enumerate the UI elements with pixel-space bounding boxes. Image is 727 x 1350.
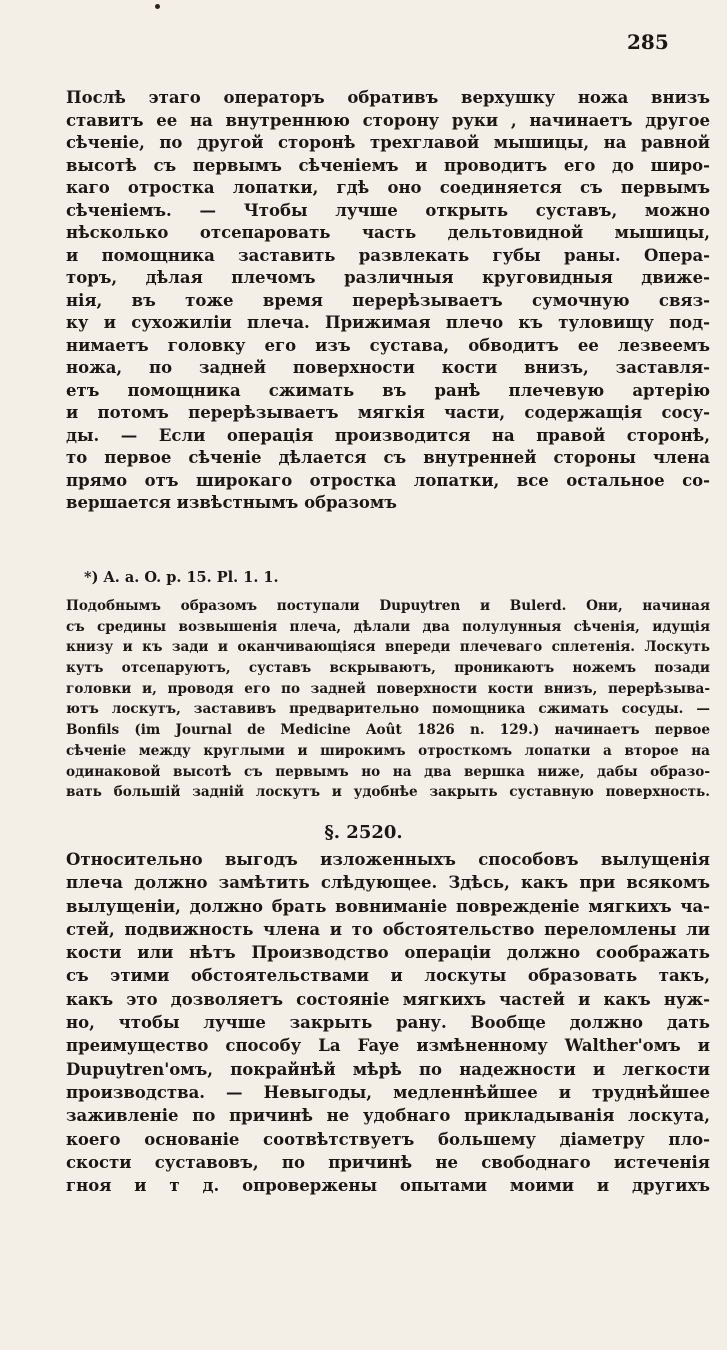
text-line: заживленіе по причинѣ не удобнаго прикладыванія лоскута, <box>66 1106 710 1126</box>
text-line: какъ это дозволяетъ состояніе мягкихъ частей и какъ нуж- <box>66 989 710 1009</box>
text-line: плеча должно замѣтить слѣдующее. Здѣсь, какъ при всякомъ <box>66 873 710 893</box>
text-line: и помощника заставить развлекать губы раны. Опера- <box>66 245 710 265</box>
footnote-reference: *) A. a. O. p. 15. Pl. 1. 1. <box>84 569 279 586</box>
note-line: книзу и къ зади и оканчивающіяся впереди плечеваго сплетенія. Лоскуть <box>66 639 710 656</box>
text-line: ды. — Если операція производится на правой сторонѣ, <box>66 425 710 445</box>
text-line: коего основаніе соотвѣтствуетъ большему діаметру пло- <box>66 1129 710 1149</box>
note-line: ютъ лоскутъ, заставивъ предварительно помощника сжимать сосуды. — <box>66 701 710 718</box>
section-heading: §. 2520. <box>324 822 403 843</box>
text-line: съ этими обстоятельствами и лоскуты образовать такъ, <box>66 966 710 986</box>
note-line: Подобнымъ образомъ поступали Dupuytren и Bulerd. Они, начиная <box>66 598 710 614</box>
text-line: производства. — Невыгоды, медленнѣйшее и труднѣйшее <box>66 1082 710 1102</box>
text-line: преимущество способу La Faye измѣненному Walther'омъ и <box>66 1036 710 1056</box>
text-line: и потомъ перерѣзываетъ мягкія части, содержащія сосу- <box>66 403 710 422</box>
text-line: но, чтобы лучше закрыть рану. Вообще должно дать <box>66 1013 710 1033</box>
text-line: каго отростка лопатки, гдѣ оно соединяется съ первымъ <box>66 178 710 197</box>
body-paragraph-2 <box>66 848 710 1197</box>
note-line: головки и, проводя его по задней поверхности кости внизъ, перерѣзыва- <box>66 680 710 697</box>
text-line: ножа, по задней поверхности кости внизъ, заставля- <box>66 358 710 377</box>
text-line: скости суставовъ, по причинѣ не свободнаго истеченія <box>66 1152 710 1172</box>
page-number: 285 <box>627 30 669 54</box>
note-line: съ средины возвышенія плеча, дѣлали два полулунныя сѣченія, идущія <box>66 618 710 635</box>
text-line: сѣченіемъ. — Чтобы лучше открыть суставъ, можно <box>66 200 710 220</box>
note-line: сѣченіе между круглыми и широкимъ отросткомъ лопатки а второе на <box>66 742 710 759</box>
text-line: Относительно выгодъ изложенныхъ способовъ вылущенія <box>66 850 710 869</box>
body-paragraph-1 <box>66 87 710 515</box>
note-line: кутъ отсепаруютъ, суставъ вскрываютъ, проникаютъ ножемъ позади <box>66 660 710 677</box>
text-line: прямо отъ широкаго отростка лопатки, все остальное со- <box>66 470 710 490</box>
text-line: то первое сѣченіе дѣлается съ внутренней стороны члена <box>66 448 710 467</box>
note-paragraph <box>66 596 710 803</box>
note-line: вать большій задній лоскутъ и удобнѣе закрыть суставную поверхность. <box>66 784 710 801</box>
note-line: Bonfils (im Journal de Medicine Août 1826 n. 129.) начинаетъ первое <box>66 722 710 739</box>
text-line: торъ, дѣлая плечомъ различныя круговидныя движе- <box>66 268 710 287</box>
text-line: нія, въ тоже время перерѣзываетъ сумочную связ- <box>66 290 710 310</box>
text-line: гноя и т д. опровержены опытами моими и другихъ <box>66 1176 710 1196</box>
text-line: вылущеніи, должно брать вовниманіе поврежденіе мягкихъ ча- <box>66 896 710 916</box>
text-line: Dupuytren'омъ, покрайнѣй мѣрѣ по надежности и легкости <box>66 1059 710 1079</box>
text-line: вершается извѣстнымъ образомъ <box>66 493 397 512</box>
text-line: сѣченіе, по другой сторонѣ трехглавой мышицы, на равной <box>66 133 710 152</box>
note-line: одинаковой высотѣ съ первымъ но на два вершка ниже, дабы образо- <box>66 763 710 780</box>
text-line: кости или нѣтъ Производство операціи должно соображать <box>66 943 710 963</box>
text-line: высотѣ съ первымъ сѣченіемъ и проводитъ его до широ- <box>66 155 710 175</box>
text-line: етъ помощника сжимать въ ранѣ плечевую артерію <box>66 380 710 400</box>
text-line: ставитъ ее на внутреннюю сторону руки , начинаетъ другое <box>66 110 710 130</box>
text-line: ку и сухожиліи плеча. Прижимая плечо къ туловищу под- <box>66 313 710 332</box>
text-line: стей, подвижность члена и то обстоятельство переломлены ли <box>66 919 710 939</box>
text-line: Послѣ этаго операторъ обративъ верхушку ножа внизъ <box>66 88 710 107</box>
text-line: нѣсколько отсепаровать часть дельтовидной мышицы, <box>66 223 710 242</box>
text-line: нимаетъ головку его изъ сустава, обводитъ ее лезвеемъ <box>66 335 710 355</box>
ink-dot <box>155 4 160 9</box>
